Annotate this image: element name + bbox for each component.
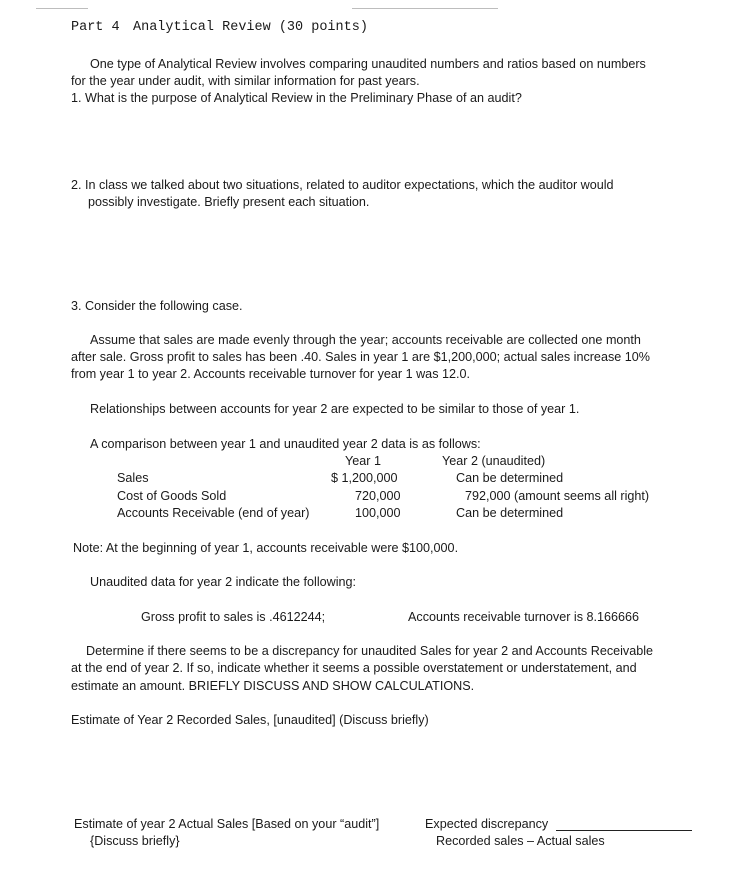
table-header-year-1: Year 1: [345, 454, 381, 468]
table-row-sales-label: Sales: [117, 471, 149, 485]
question-3-heading: 3. Consider the following case.: [71, 299, 243, 313]
table-row-cogs-year1: 720,000: [355, 489, 401, 503]
table-row-ar-year2: Can be determined: [456, 506, 564, 520]
gross-profit-ratio: Gross profit to sales is .4612244;: [141, 610, 326, 624]
intro-line-1: One type of Analytical Review involves comparing unaudited numbers and ratios based on numbers: [90, 57, 646, 71]
table-header-year-2: Year 2 (unaudited): [442, 454, 546, 468]
comparison-intro: A comparison between year 1 and unaudited year 2 data is as follows:: [90, 437, 481, 451]
determine-line-3: estimate an amount. BRIEFLY DISCUSS AND SHOW CALCULATIONS.: [71, 679, 475, 693]
question-2-line-2: possibly investigate. Briefly present each situation.: [88, 195, 370, 209]
top-rule-left: [36, 8, 88, 9]
determine-line-1: Determine if there seems to be a discrepancy for unaudited Sales for year 2 and Accounts Receivable: [86, 644, 654, 658]
table-row-ar-label: Accounts Receivable (end of year): [117, 506, 310, 520]
estimate-recorded-sales: Estimate of Year 2 Recorded Sales, [unaudited] (Discuss briefly): [71, 713, 429, 727]
estimate-actual-sales: Estimate of year 2 Actual Sales [Based on your “audit”]: [74, 817, 380, 831]
expected-discrepancy-label: Expected discrepancy: [425, 817, 549, 831]
unaudited-intro: Unaudited data for year 2 indicate the following:: [90, 575, 357, 589]
part-title: Analytical Review (30 points): [133, 20, 368, 35]
question-1: 1. What is the purpose of Analytical Review in the Preliminary Phase of an audit?: [71, 91, 522, 105]
recorded-minus-actual: Recorded sales – Actual sales: [436, 834, 605, 848]
note-text: Note: At the beginning of year 1, accounts receivable were $100,000.: [73, 541, 459, 555]
case-line-2: after sale. Gross profit to sales has been .40. Sales in year 1 are $1,200,000; actual sales increase 10%: [71, 350, 650, 364]
table-row-sales-year2: Can be determined: [456, 471, 564, 485]
discuss-briefly: {Discuss briefly}: [90, 834, 180, 848]
part-label: Part 4: [71, 20, 120, 35]
table-row-sales-year1: $ 1,200,000: [331, 471, 398, 485]
case-line-1: Assume that sales are made evenly through the year; accounts receivable are collected one month: [90, 333, 641, 347]
intro-line-2: for the year under audit, with similar information for past years.: [71, 74, 420, 88]
table-row-ar-year1: 100,000: [355, 506, 401, 520]
question-2-line-1: 2. In class we talked about two situations, related to auditor expectations, which the auditor would: [71, 178, 614, 192]
expected-discrepancy-answer-line[interactable]: [556, 830, 692, 831]
ar-turnover-ratio: Accounts receivable turnover is 8.166666: [408, 610, 640, 624]
determine-line-2: at the end of year 2. If so, indicate whether it seems a possible overstatement or understatement, and: [71, 661, 637, 675]
relationships-text: Relationships between accounts for year 2 are expected to be similar to those of year 1.: [90, 402, 580, 416]
case-line-3: from year 1 to year 2. Accounts receivable turnover for year 1 was 12.0.: [71, 367, 470, 381]
table-row-cogs-label: Cost of Goods Sold: [117, 489, 227, 503]
top-rule-right: [352, 8, 498, 9]
table-row-cogs-year2: 792,000 (amount seems all right): [465, 489, 650, 503]
